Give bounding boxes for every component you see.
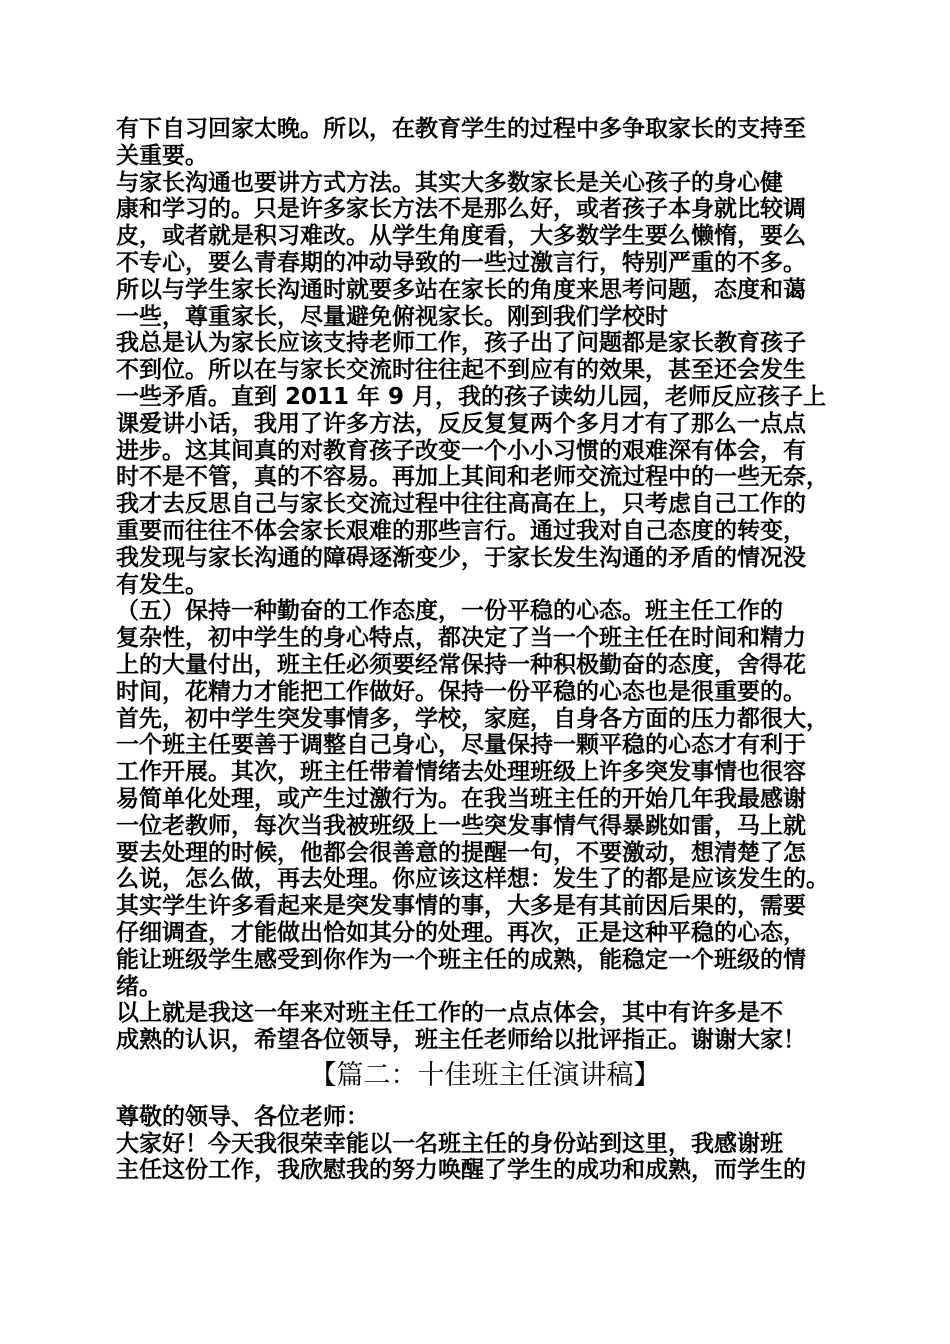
text-line: 不到位。所以在与家长交流时往往起不到应有的效果，甚至还会发生 [116, 357, 806, 384]
text-line: 课爱讲小话，我用了许多方法，反反复复两个多月才有了那么一点点 [116, 410, 806, 437]
section-title: 【篇二：十佳班主任演讲稿】 [309, 1059, 661, 1091]
text-line: 关重要。 [116, 142, 208, 169]
text-line: 与家长沟通也要讲方式方法。其实大多数家长是关心孩子的身心健 [116, 169, 783, 196]
text-line: 我发现与家长沟通的障碍逐渐变少，于家长发生沟通的矛盾的情况没 [116, 544, 806, 571]
text-line: 一位老教师，每次当我被班级上一些突发事情气得暴跳如雷，马上就 [116, 812, 806, 839]
text-line: 复杂性，初中学生的身心特点，都决定了当一个班主任在时间和精力 [116, 625, 806, 652]
text-line: 主任这份工作，我欣慰我的努力唤醒了学生的成功和成熟，而学生的 [116, 1157, 806, 1184]
text-line: 以上就是我这一年来对班主任工作的一点点体会，其中有许多是不 [116, 1000, 783, 1027]
text-line: 能让班级学生感受到你作为一个班主任的成熟，能稳定一个班级的情 [116, 946, 806, 973]
text-line: 有发生。 [116, 571, 208, 598]
body-text-block-1 [116, 116, 846, 1054]
text-line: 成熟的认识，希望各位领导，班主任老师给以批评指正。谢谢大家！ [116, 1027, 806, 1054]
text-line: 么说，怎么做，再去处理。你应该这样想：发生了的都是应该发生的。 [116, 866, 829, 893]
text-line: 一些矛盾。直到 2011 年 9 月，我的孩子读幼儿园，老师反应孩子上 [116, 383, 827, 410]
text-line: 我才去反思自己与家长交流过程中往往高高在上，只考虑自己工作的 [116, 491, 806, 518]
text-line: 其实学生许多看起来是突发事情的事，大多是有其前因后果的，需要 [116, 893, 806, 920]
text-line: （五）保持一种勤奋的工作态度，一份平稳的心态。班主任工作的 [116, 598, 783, 625]
text-line: 仔细调查，才能做出恰如其分的处理。再次，正是这种平稳的心态， [116, 919, 806, 946]
text-line: 有下自习回家太晚。所以，在教育学生的过程中多争取家长的支持至 [116, 116, 806, 142]
text-line: 首先，初中学生突发事情多，学校，家庭，自身各方面的压力都很大， [116, 705, 829, 732]
text-line: 大家好！今天我很荣幸能以一名班主任的身份站到这里，我感谢班 [116, 1130, 783, 1157]
body-text-block-2 [116, 1104, 846, 1184]
document-page [116, 116, 846, 1184]
text-line: 时间，花精力才能把工作做好。保持一份平稳的心态也是很重要的。 [116, 678, 806, 705]
text-line: 一些，尊重家长，尽量避免俯视家长。刚到我们学校时 [116, 303, 668, 330]
text-line: 所以与学生家长沟通时就要多站在家长的角度来思考问题，态度和蔼 [116, 276, 806, 303]
text-line: 康和学习的。只是许多家长方法不是那么好，或者孩子本身就比较调 [116, 196, 806, 223]
text-line: 重要而往往不体会家长艰难的那些言行。通过我对自己态度的转变， [116, 517, 806, 544]
text-line: 我总是认为家长应该支持老师工作，孩子出了问题都是家长教育孩子 [116, 330, 806, 357]
text-line: 一个班主任要善于调整自己身心，尽量保持一颗平稳的心态才有利于 [116, 732, 806, 759]
text-line: 不专心，要么青春期的冲动导致的一些过激言行，特别严重的不多。 [116, 249, 806, 276]
text-line: 工作开展。其次，班主任带着情绪去处理班级上许多突发事情也很容 [116, 759, 806, 786]
text-line: 上的大量付出，班主任必须要经常保持一种积极勤奋的态度，舍得花 [116, 651, 806, 678]
salutation-line: 尊敬的领导、各位老师： [116, 1103, 369, 1130]
text-line: 皮，或者就是积习难改。从学生角度看，大多数学生要么懒惰，要么 [116, 223, 806, 250]
text-line: 绪。 [116, 973, 162, 1000]
text-line: 进步。这其间真的对教育孩子改变一个小小习惯的艰难深有体会，有 [116, 437, 806, 464]
text-line: 要去处理的时候，他都会很善意的提醒一句，不要激动，想清楚了怎 [116, 839, 806, 866]
text-line: 时不是不管，真的不容易。再加上其间和老师交流过程中的一些无奈， [116, 464, 829, 491]
text-line: 易简单化处理，或产生过激行为。在我当班主任的开始几年我最感谢 [116, 785, 806, 812]
